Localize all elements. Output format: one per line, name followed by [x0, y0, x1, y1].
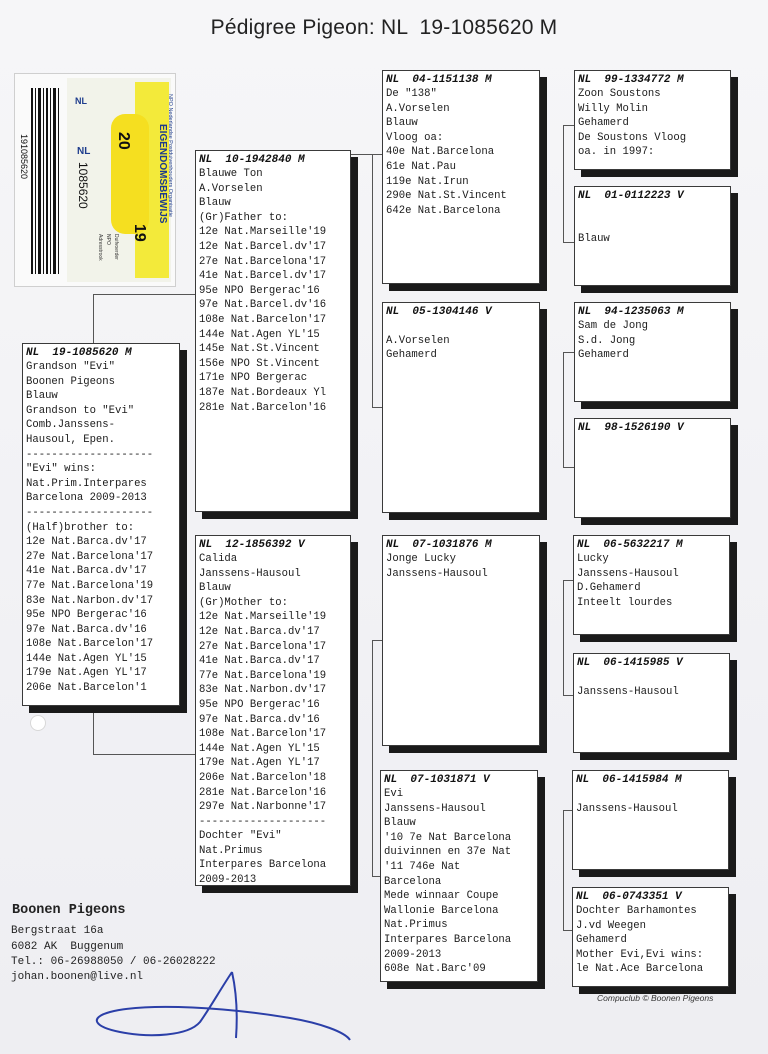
pedigree-line: 2009-2013	[384, 948, 442, 961]
ring-number: NL 05-1304146 V	[386, 306, 492, 318]
pedigree-line: 12e Nat.Marseille'19	[199, 226, 327, 239]
pedigree-card-mmf	[572, 770, 729, 870]
pedigree-line: Lucky	[577, 553, 609, 565]
connector-line	[372, 640, 382, 641]
pedigree-line: Barcelona 2009-2013	[26, 492, 147, 505]
owner-phone: Tel.: 06-26988050 / 06-26028222	[11, 956, 216, 968]
pedigree-card-lines	[199, 552, 347, 886]
pedigree-line: 281e Nat.Barcelon'16	[199, 401, 327, 414]
pedigree-card-ff	[382, 70, 540, 284]
ownership-card-graphic	[15, 74, 175, 286]
pedigree-line: "Evi" wins:	[26, 463, 96, 476]
pedigree-line: 108e Nat.Barcelon'17	[199, 728, 327, 741]
pedigree-line: Grandson "Evi"	[26, 361, 116, 373]
pedigree-line: Mede winnaar Coupe	[384, 890, 499, 903]
pedigree-line: Boonen Pigeons	[26, 375, 116, 388]
pedigree-line: Grandson to "Evi"	[26, 404, 135, 417]
page-title: Pédigree Pigeon: NL 19-1085620 M	[210, 16, 558, 39]
pedigree-line: Vloog oa:	[386, 131, 444, 144]
pedigree-line	[576, 787, 725, 802]
pedigree-line: A.Vorselen	[386, 102, 450, 115]
pedigree-line: 97e Nat.Barca.dv'16	[26, 623, 147, 636]
pedigree-line: 608e Nat.Barc'09	[384, 963, 486, 976]
pedigree-line: '10 7e Nat Barcelona	[384, 831, 512, 844]
pedigree-line: 2009-2013	[199, 874, 257, 886]
pedigree-card-fm	[382, 302, 540, 513]
ownership-card	[14, 73, 176, 287]
pedigree-line: Gehamerd	[576, 934, 627, 947]
pedigree-line: duivinnen en 37e Nat	[384, 846, 512, 859]
ring-number: NL 06-0743351 V	[576, 891, 682, 903]
connector-line	[350, 154, 382, 155]
card-label-1: Adresstrook	[97, 234, 103, 261]
pedigree-line: 206e Nat.Barcelon'18	[199, 771, 327, 784]
pedigree-card-lines	[386, 319, 536, 363]
pedigree-line: Willy Molin	[578, 102, 648, 115]
pedigree-line: 144e Nat.Agen YL'15	[26, 652, 147, 665]
connector-line	[563, 580, 564, 695]
pedigree-line: 83e Nat.Narbon.dv'17	[26, 594, 154, 607]
connector-line	[563, 242, 574, 243]
card-label-3: Duifvoerder	[113, 234, 119, 260]
pedigree-card-lines	[199, 167, 347, 415]
connector-line	[372, 154, 373, 407]
pedigree-card-lines	[578, 87, 727, 160]
pedigree-line: Janssens-Hausoul	[199, 567, 301, 580]
pedigree-line: Gehamerd	[386, 349, 437, 362]
pedigree-line: 41e Nat.Barca.dv'17	[26, 565, 147, 578]
pedigree-line: '11 746e Nat	[384, 860, 461, 873]
pedigree-line: 179e Nat.Agen YL'17	[199, 757, 320, 770]
owner-address-line: Bergstraat 16a	[11, 925, 104, 937]
pedigree-line: --------------------	[26, 448, 154, 461]
connector-line	[563, 352, 564, 467]
pedigree-line: 40e Nat.Barcelona	[386, 146, 495, 159]
ring-number: NL 07-1031876 M	[386, 539, 492, 551]
pedigree-line: Dochter Barhamontes	[576, 905, 697, 917]
pedigree-line	[386, 319, 536, 334]
pedigree-line: Nat.Primus	[384, 919, 448, 932]
pedigree-line: Blauw	[26, 390, 58, 403]
pedigree-line: Blauw	[199, 582, 231, 595]
footer-credit: Compuclub © Boonen Pigeons	[597, 993, 714, 1003]
pedigree-line: Inteelt lourdes	[577, 596, 673, 609]
connector-line	[372, 640, 373, 876]
pedigree-card-lines	[577, 670, 726, 699]
pedigree-card-mmm	[572, 887, 729, 987]
pedigree-line: Evi	[384, 788, 404, 800]
pedigree-line: 290e Nat.St.Vincent	[386, 190, 507, 203]
pedigree-line: Gehamerd	[578, 349, 629, 362]
pedigree-line: 206e Nat.Barcelon'1	[26, 682, 147, 695]
ring-number: NL 19-1085620 M	[26, 347, 132, 359]
pedigree-line: A.Vorselen	[386, 334, 450, 347]
pedigree-line: 12e Nat.Barcel.dv'17	[199, 240, 327, 253]
pedigree-card-subject	[22, 343, 180, 706]
connector-line	[563, 125, 564, 242]
pedigree-card-mf	[382, 535, 540, 746]
pedigree-card-mother	[195, 535, 351, 886]
pedigree-card-fff	[574, 70, 731, 170]
pedigree-line: D.Gehamerd	[577, 582, 641, 595]
pedigree-line: (Gr)Mother to:	[199, 596, 289, 609]
pedigree-line: 83e Nat.Narbon.dv'17	[199, 684, 327, 697]
pedigree-card-lines	[576, 787, 725, 816]
pedigree-line: Janssens-Hausoul	[577, 685, 679, 698]
owner-address-line: 6082 AK Buggenum	[11, 941, 124, 953]
pedigree-line: Janssens-Hausoul	[384, 802, 486, 815]
pedigree-line	[577, 670, 726, 685]
pedigree-card-lines	[384, 787, 534, 977]
pedigree-card-lines	[386, 87, 536, 218]
pedigree-line	[578, 218, 727, 233]
pedigree-line: 171e NPO Bergerac	[199, 372, 308, 385]
ring-number: NL 04-1151138 M	[386, 74, 492, 86]
connector-line	[372, 407, 382, 408]
pedigree-line: J.vd Weegen	[576, 919, 646, 932]
pedigree-line: Dochter "Evi"	[199, 830, 282, 843]
pedigree-card-lines	[578, 319, 727, 363]
pedigree-line: 281e Nat.Barcelon'16	[199, 786, 327, 799]
pedigree-line: 12e Nat.Marseille'19	[199, 611, 327, 624]
card-label-2: NPO	[105, 234, 111, 245]
pedigree-line: (Gr)Father to:	[199, 211, 289, 224]
pedigree-line: (Half)brother to:	[26, 521, 135, 534]
card-header: NPO Nederlandse Postduivenhouders Organisatie	[167, 94, 173, 217]
ring-number: NL 99-1334772 M	[578, 74, 684, 86]
pedigree-line: Wallonie Barcelona	[384, 904, 499, 917]
pedigree-card-fmf	[574, 302, 731, 402]
signature-graphic	[60, 960, 360, 1050]
pedigree-line: 144e Nat.Agen YL'15	[199, 328, 320, 341]
ring-number: NL 10-1942840 M	[199, 154, 305, 166]
pedigree-line: Blauw	[578, 233, 610, 246]
pedigree-line: 27e Nat.Barcelona'17	[199, 255, 327, 268]
ring-number: NL 01-0112223 V	[578, 190, 684, 202]
pedigree-line: Zoon Soustons	[578, 88, 661, 100]
pedigree-card-lines	[26, 360, 176, 696]
pedigree-line: 642e Nat.Barcelona	[386, 204, 501, 217]
pedigree-line: 77e Nat.Barcelona'19	[199, 669, 327, 682]
connector-line	[93, 710, 94, 754]
pedigree-line: 187e Nat.Bordeaux Yl	[199, 386, 327, 399]
pedigree-line: 95e NPO Bergerac'16	[199, 698, 320, 711]
pedigree-line: 97e Nat.Barcel.dv'16	[199, 299, 327, 312]
pedigree-line: --------------------	[199, 815, 327, 828]
pedigree-card-fmm	[574, 418, 731, 518]
pedigree-card-lines	[577, 552, 726, 610]
pedigree-card-lines	[576, 904, 725, 977]
pedigree-line: 12e Nat.Barca.dv'17	[199, 625, 320, 638]
pedigree-line: Jonge Lucky	[386, 553, 456, 565]
card-side-number: 191085620	[19, 134, 29, 180]
card-banner: EIGENDOMSBEWIJS	[157, 124, 168, 224]
pedigree-line: Hausoul, Epen.	[26, 433, 116, 446]
pedigree-card-lines	[386, 552, 536, 581]
connector-line	[93, 294, 94, 344]
pedigree-line: 27e Nat.Barcelona'17	[26, 550, 154, 563]
pedigree-card-lines	[578, 203, 727, 247]
card-country: NL	[77, 146, 91, 157]
pedigree-line: 108e Nat.Barcelon'17	[26, 638, 154, 651]
pedigree-line: De Soustons Vloog	[578, 131, 687, 144]
card-year-big: 20	[115, 132, 132, 150]
pedigree-line: Gehamerd	[578, 117, 629, 130]
connector-line	[93, 294, 196, 295]
pedigree-line: 61e Nat.Pau	[386, 160, 456, 173]
pedigree-card-father	[195, 150, 351, 512]
owner-name: Boonen Pigeons	[12, 903, 126, 918]
pedigree-line: Janssens-Hausoul	[577, 567, 679, 580]
pedigree-line: 156e NPO St.Vincent	[199, 357, 320, 370]
pedigree-line: Blauw	[384, 817, 416, 830]
pedigree-line: Blauw	[386, 117, 418, 130]
pedigree-line: 41e Nat.Barcel.dv'17	[199, 270, 327, 283]
pedigree-line: Sam de Jong	[578, 320, 648, 332]
connector-line	[563, 467, 574, 468]
ring-number: NL 06-1415984 M	[576, 774, 682, 786]
pedigree-line: 97e Nat.Barca.dv'16	[199, 713, 320, 726]
pedigree-line: 145e Nat.St.Vincent	[199, 343, 320, 356]
pedigree-line: Nat.Primus	[199, 844, 263, 857]
pedigree-card-mff	[573, 535, 730, 635]
pedigree-line: 77e Nat.Barcelona'19	[26, 579, 154, 592]
pedigree-line: oa. in 1997:	[578, 146, 655, 159]
pedigree-line: 108e Nat.Barcelon'17	[199, 313, 327, 326]
card-check-nl: NL	[75, 96, 87, 106]
pedigree-line: 179e Nat.Agen YL'17	[26, 667, 147, 680]
connector-line	[563, 125, 574, 126]
ring-number: NL 06-5632217 M	[577, 539, 683, 551]
pedigree-line: Interpares Barcelona	[199, 859, 327, 872]
ring-number: NL 07-1031871 V	[384, 774, 490, 786]
ring-number: NL 94-1235063 M	[578, 306, 684, 318]
pedigree-line: Comb.Janssens-	[26, 419, 116, 432]
pedigree-line: 144e Nat.Agen YL'15	[199, 742, 320, 755]
pedigree-line: Blauw	[199, 197, 231, 210]
ring-number: NL 06-1415985 V	[577, 657, 683, 669]
pedigree-line: De "138"	[386, 88, 437, 100]
pedigree-line: le Nat.Ace Barcelona	[576, 963, 704, 976]
pedigree-line: Barcelona	[384, 875, 442, 888]
pedigree-line: Janssens-Hausoul	[576, 802, 678, 815]
pedigree-line: Mother Evi,Evi wins:	[576, 948, 704, 961]
connector-line	[563, 352, 574, 353]
pedigree-line: S.d. Jong	[578, 334, 636, 347]
connector-line	[563, 810, 564, 930]
pedigree-line: Janssens-Hausoul	[386, 567, 488, 580]
pedigree-line: --------------------	[26, 506, 154, 519]
connector-line	[93, 754, 196, 755]
pedigree-card-mfm	[573, 653, 730, 753]
card-year-small: 19	[131, 224, 148, 242]
pedigree-line: 119e Nat.Irun	[386, 175, 469, 188]
pedigree-line: 297e Nat.Narbonne'17	[199, 801, 327, 814]
pedigree-line: Interpares Barcelona	[384, 933, 512, 946]
pedigree-line: Calida	[199, 553, 238, 565]
owner-email: johan.boonen@live.nl	[11, 971, 144, 983]
pedigree-line: Blauwe Ton	[199, 168, 263, 180]
pedigree-line: 95e NPO Bergerac'16	[199, 284, 320, 297]
pedigree-line: 12e Nat.Barca.dv'17	[26, 536, 147, 549]
pedigree-line: 27e Nat.Barcelona'17	[199, 640, 327, 653]
ring-number: NL 12-1856392 V	[199, 539, 305, 551]
pedigree-card-ffm	[574, 186, 731, 286]
pedigree-line: A.Vorselen	[199, 182, 263, 195]
pedigree-line	[578, 203, 727, 218]
pedigree-line: 95e NPO Bergerac'16	[26, 609, 147, 622]
pedigree-line: Nat.Prim.Interpares	[26, 477, 147, 490]
punch-hole	[30, 715, 46, 731]
pedigree-card-mm	[380, 770, 538, 982]
pedigree-line: 41e Nat.Barca.dv'17	[199, 655, 320, 668]
card-ring-number: 1085620	[76, 162, 90, 209]
ring-number: NL 98-1526190 V	[578, 422, 684, 434]
